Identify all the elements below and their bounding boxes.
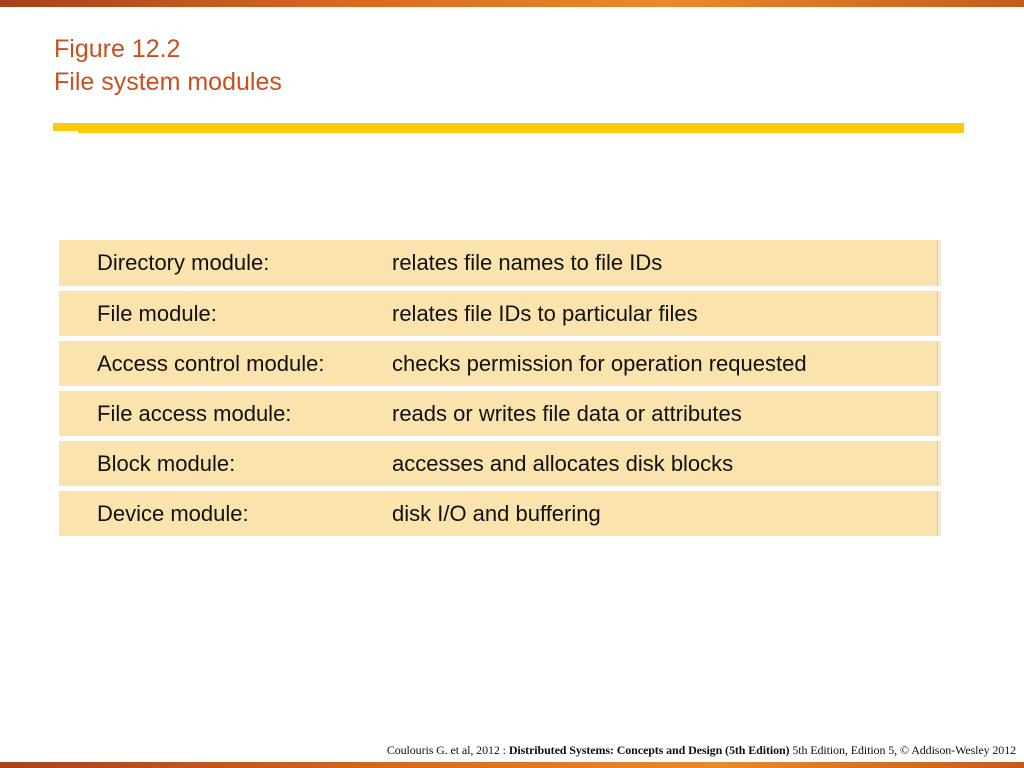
citation-footer xyxy=(387,743,1016,758)
module-name: Directory module: xyxy=(97,250,270,275)
slide-title xyxy=(54,33,282,99)
table-row xyxy=(59,341,941,386)
module-description: relates file IDs to particular files xyxy=(392,300,698,326)
title-underline-rule xyxy=(53,123,964,133)
module-description: relates file names to file IDs xyxy=(392,250,663,275)
footer-book-title: Distributed Systems: Concepts and Design (5th Edition) xyxy=(508,743,790,757)
module-table xyxy=(59,240,941,541)
module-description: checks permission for operation requested xyxy=(392,350,807,376)
module-description: disk I/O and buffering xyxy=(392,500,601,526)
table-row xyxy=(59,391,941,436)
title-figure-number: Figure 12.2 xyxy=(54,35,181,63)
module-description: accesses and allocates disk blocks xyxy=(392,450,734,476)
footer-suffix: 5th Edition, Edition 5, © Addison-Wesley 2012 xyxy=(789,743,1016,757)
table-row xyxy=(59,240,941,286)
module-name: Access control module: xyxy=(97,350,325,376)
footer-prefix: Coulouris G. et al, 2012 : xyxy=(386,743,509,757)
table-row xyxy=(59,491,941,536)
module-name: Block module: xyxy=(97,450,236,476)
module-description: reads or writes file data or attributes xyxy=(392,400,742,426)
module-name: Device module: xyxy=(97,500,249,526)
bottom-accent-bar xyxy=(0,762,1024,768)
title-rule-notch xyxy=(53,131,78,134)
module-name: File access module: xyxy=(97,400,292,426)
table-row xyxy=(59,291,941,336)
module-name: File module: xyxy=(97,300,217,326)
table-row xyxy=(59,441,941,486)
top-accent-bar xyxy=(0,0,1024,7)
title-caption: File system modules xyxy=(54,68,282,96)
